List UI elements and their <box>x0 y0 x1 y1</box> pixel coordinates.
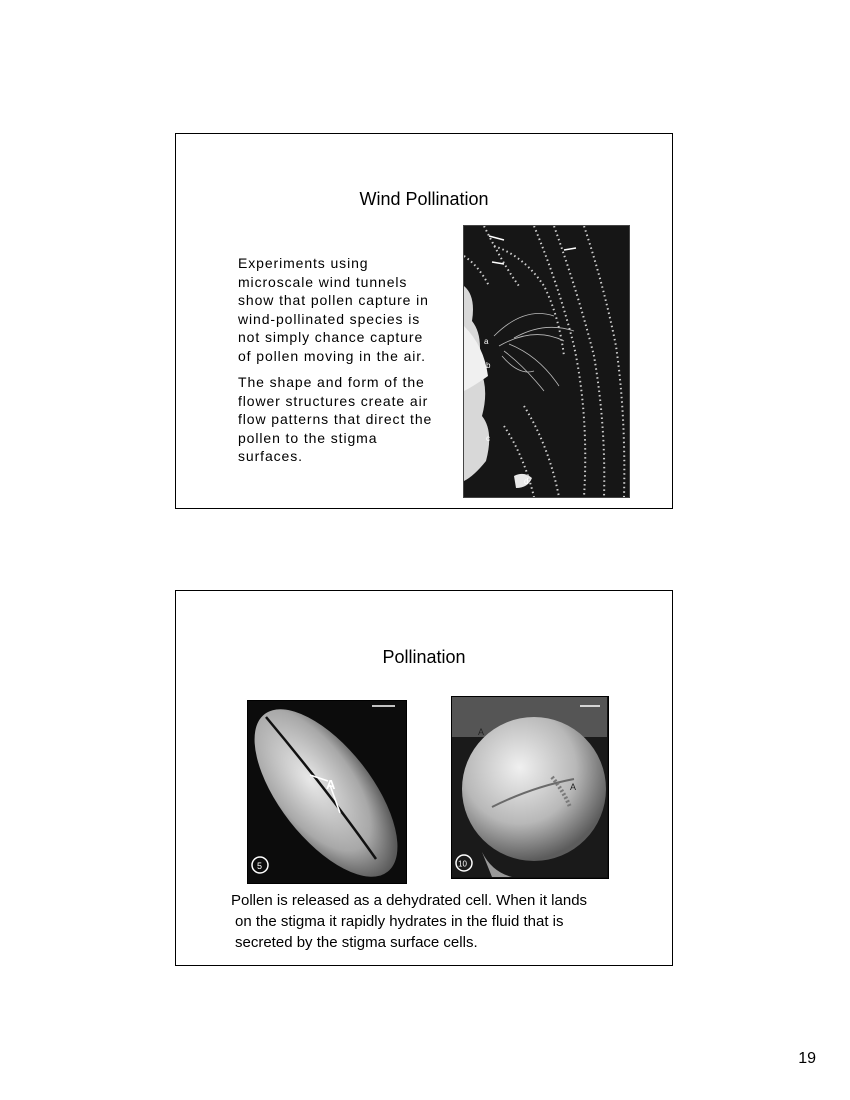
figure-label: c <box>486 434 490 443</box>
scale-marker: 5 <box>257 861 263 871</box>
slide-caption <box>231 890 651 953</box>
slide-wind-pollination <box>175 133 673 509</box>
caption-line: secreted by the stigma surface cells. <box>235 934 478 951</box>
slide-pollination <box>175 590 673 966</box>
slide-body-text <box>238 254 438 474</box>
dehydrated-pollen-photo <box>247 700 407 884</box>
figure-label: b <box>486 361 491 370</box>
paragraph: Experiments using microscale wind tunnels show that pollen capture in wind-pollinated species is not simply chance capture of pollen moving in the air. <box>238 255 429 364</box>
figure-label: A <box>570 782 577 792</box>
figure-label: a <box>484 337 489 346</box>
slide-title: Wind Pollination <box>359 189 489 209</box>
wind-tunnel-photo <box>463 225 630 498</box>
scale-marker: 10 <box>458 859 467 869</box>
caption-line: Pollen is released as a dehydrated cell. When it lands <box>231 892 588 909</box>
figure-label: A <box>478 727 485 737</box>
hydrated-pollen-photo <box>451 696 609 879</box>
figure-label: d <box>524 477 529 486</box>
slide-title: Pollination <box>382 647 466 667</box>
figure-label: A <box>326 777 336 792</box>
paragraph: The shape and form of the flower structures create air flow patterns that direct the pollen to the stigma surfaces. <box>238 374 433 464</box>
caption-line: on the stigma it rapidly hydrates in the fluid that is <box>235 913 564 930</box>
page-number: 19 <box>798 1050 816 1067</box>
